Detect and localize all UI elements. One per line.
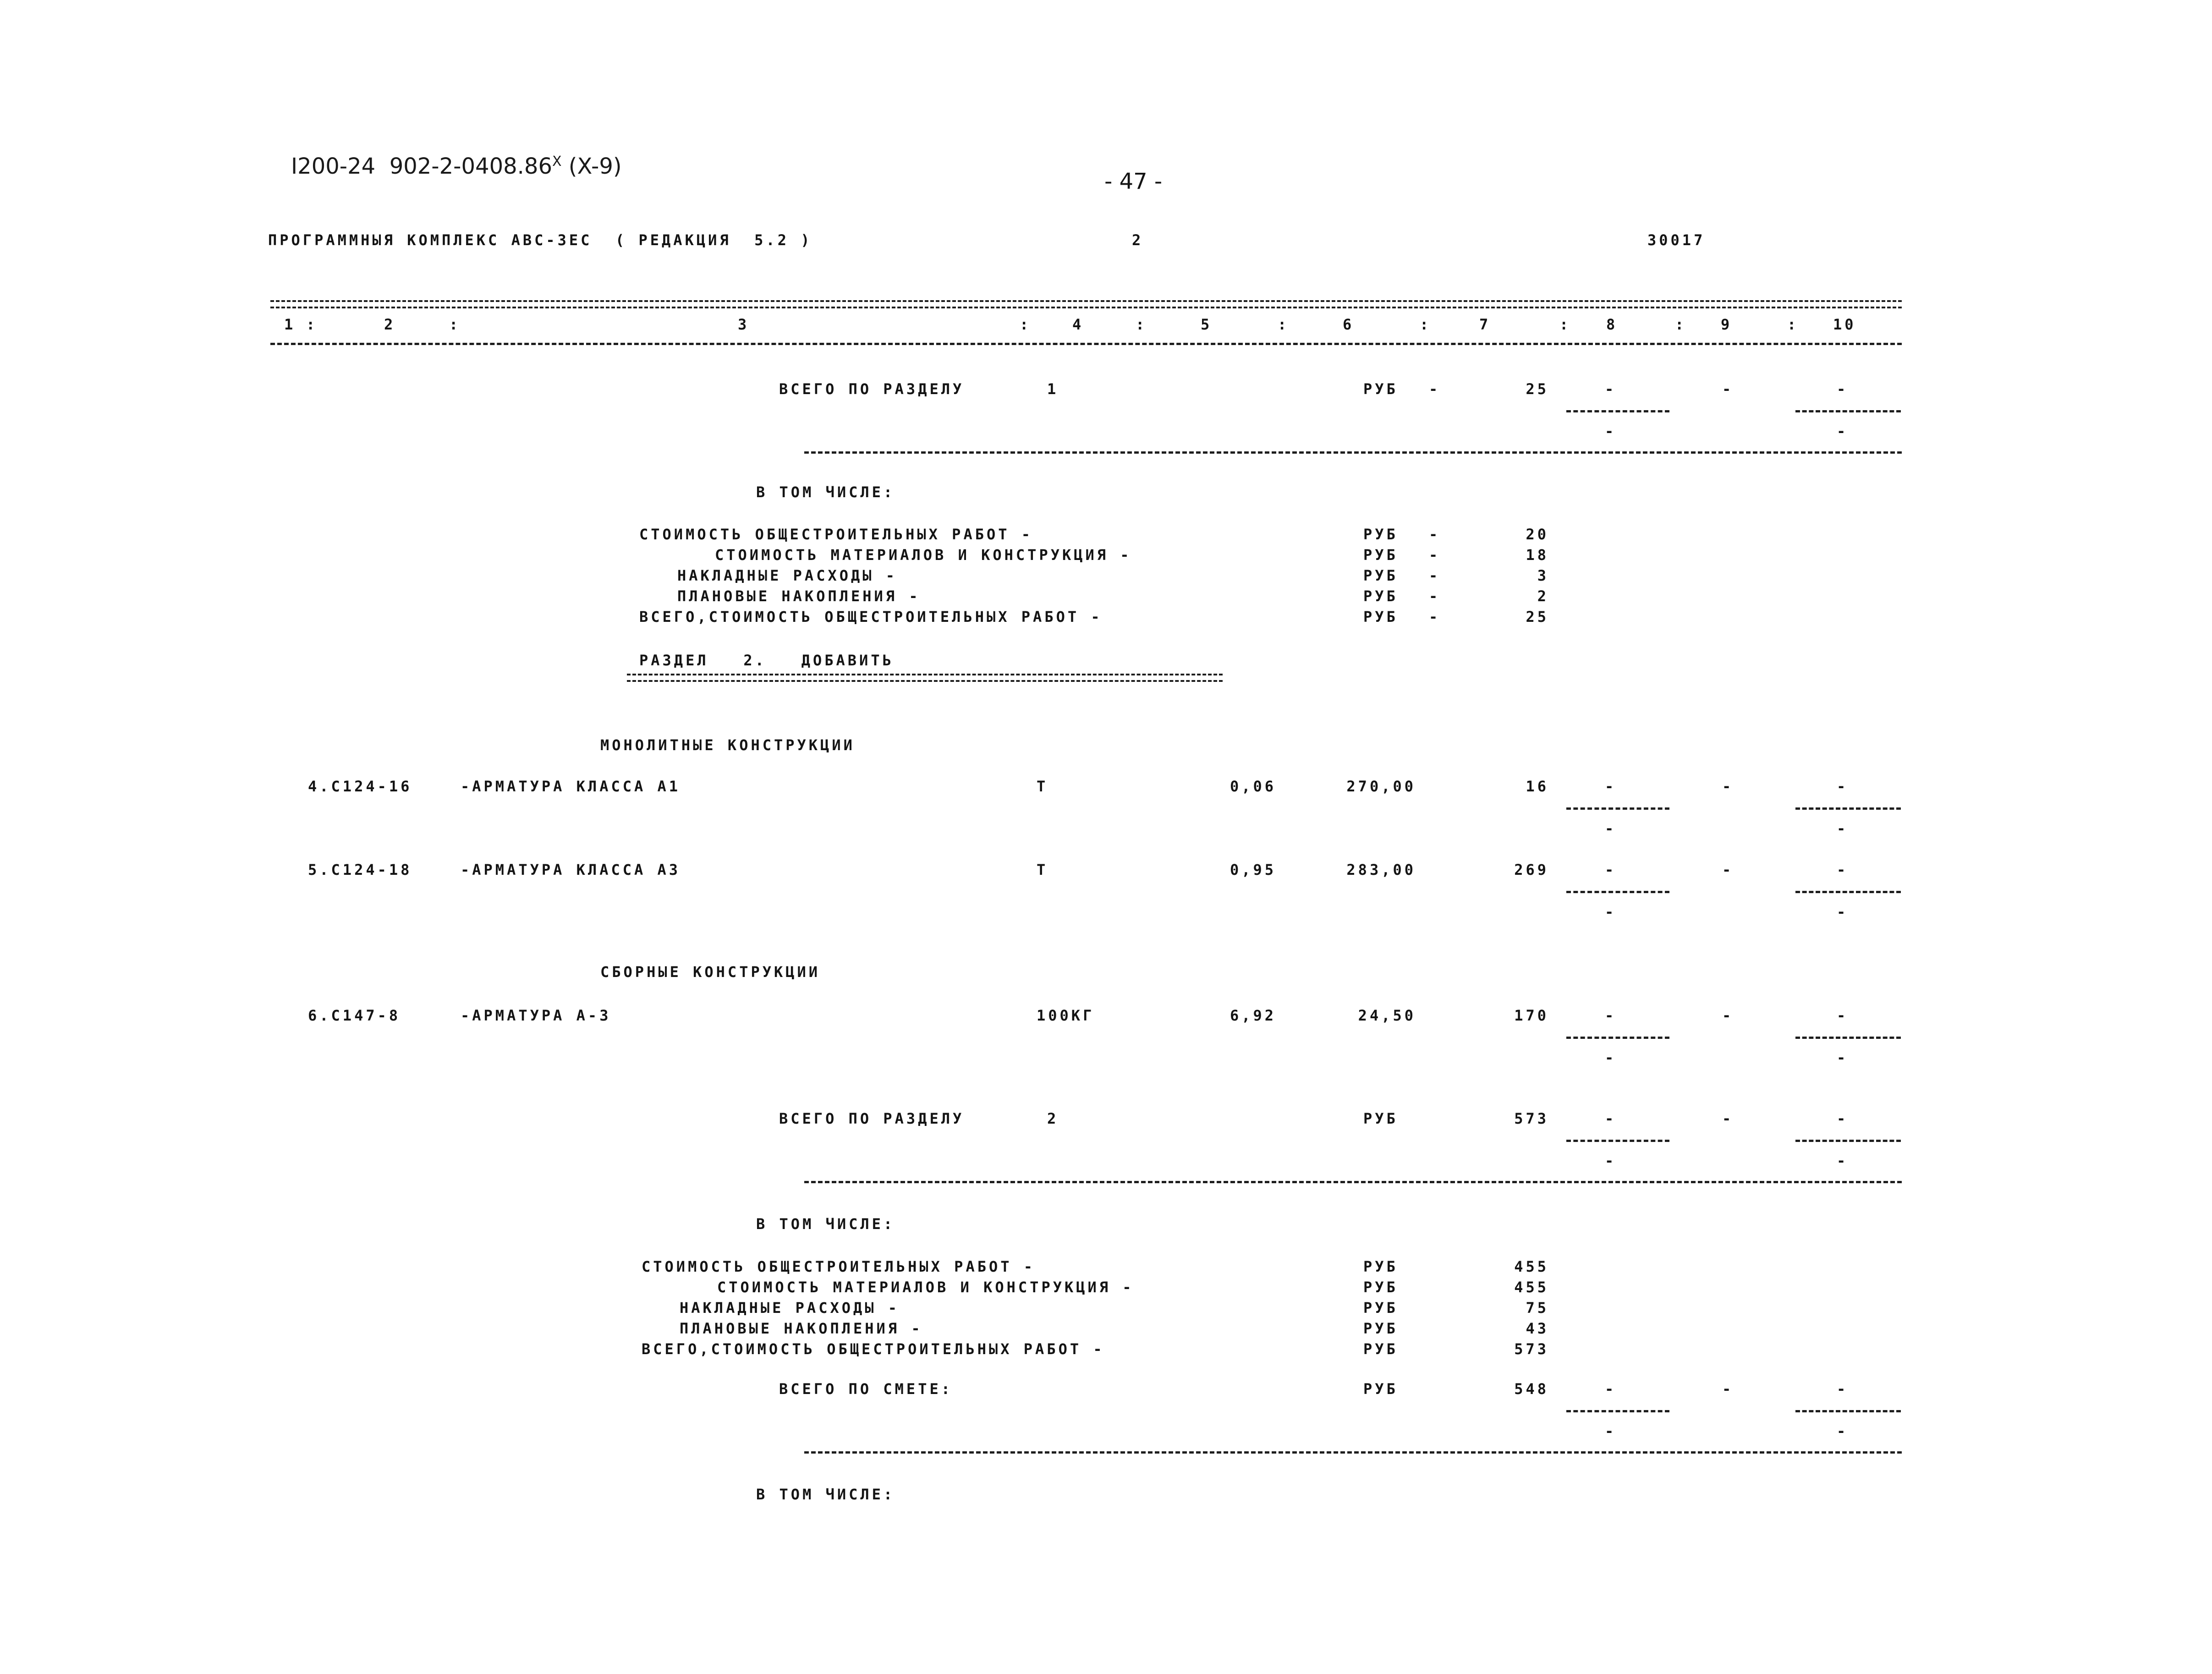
section2-col8-mark: - (1605, 1110, 1617, 1127)
section1-including-label: В ТОМ ЧИСЛЕ: (756, 483, 895, 501)
section2-col8-underline (1566, 1140, 1669, 1142)
col-header-1: 1 (284, 316, 296, 333)
section1-total-value: 25 (1526, 380, 1549, 398)
section2-col10-mark: - (1837, 1110, 1849, 1127)
estimate-total-value: 548 (1514, 1380, 1549, 1398)
item-col10-mark: - (1837, 1007, 1849, 1024)
estimate-rule (804, 1451, 1902, 1454)
item-price: 283,00 (1346, 861, 1416, 878)
item-col8-sub: - (1605, 1049, 1617, 1066)
estimate-col9-mark: - (1722, 1380, 1734, 1398)
col-sep: : (1020, 316, 1032, 333)
breakdown-unit: РУБ (1363, 567, 1398, 584)
col-header-4: 4 (1072, 316, 1084, 333)
breakdown-label: ПЛАНОВЫЕ НАКОПЛЕНИЯ - (680, 1320, 923, 1337)
breakdown-value: 75 (1526, 1299, 1549, 1317)
breakdown-unit: РУБ (1363, 587, 1398, 605)
breakdown-unit: РУБ (1363, 1299, 1398, 1317)
item-col10-underline (1795, 891, 1901, 893)
breakdown-dash: - (1429, 546, 1441, 564)
item-col8-mark: - (1605, 1007, 1617, 1024)
col-header-5: 5 (1201, 316, 1213, 333)
item-price: 24,50 (1358, 1007, 1416, 1024)
col-header-3: 3 (738, 316, 750, 333)
breakdown-dash: - (1429, 608, 1441, 626)
section2-col10-underline (1795, 1140, 1901, 1142)
breakdown-label: НАКЛАДНЫЕ РАСХОДЫ - (680, 1299, 900, 1317)
col-sep: : (1787, 316, 1799, 333)
estimate-col8-sub: - (1605, 1422, 1617, 1440)
section1-col8-mark: - (1605, 380, 1617, 398)
item-col8-mark: - (1605, 778, 1617, 795)
breakdown-value: 455 (1514, 1258, 1549, 1275)
item-col10-sub: - (1837, 820, 1849, 837)
col-sep: : (1420, 316, 1432, 333)
item-code: 4.С124-16 (308, 778, 412, 795)
item-price: 270,00 (1346, 778, 1416, 795)
col-header-2: 2 (384, 316, 396, 333)
item-total: 16 (1526, 778, 1549, 795)
breakdown-value: 573 (1514, 1340, 1549, 1358)
item-col10-sub: - (1837, 1049, 1849, 1066)
section2-total-label: ВСЕГО ПО РАЗДЕЛУ (779, 1110, 965, 1127)
item-col8-underline (1566, 891, 1669, 893)
breakdown-value: 43 (1526, 1320, 1549, 1337)
estimate-col10-underline (1795, 1410, 1901, 1412)
col-sep: : (1136, 316, 1147, 333)
section1-col8-underline (1566, 410, 1669, 412)
section1-rule (804, 451, 1902, 454)
item-col10-mark: - (1837, 778, 1849, 795)
breakdown-dash: - (1429, 587, 1441, 605)
breakdown-value: 20 (1526, 526, 1549, 543)
breakdown-unit: РУБ (1363, 1340, 1398, 1358)
breakdown-unit: РУБ (1363, 1320, 1398, 1337)
item-total: 269 (1514, 861, 1549, 878)
document-code: I200-24 $902-2-0408.86^X$ (X-9) (291, 154, 622, 179)
monolith-heading: МОНОЛИТНЫЕ КОНСТРУКЦИИ (600, 736, 855, 754)
section1-col10-mark: - (1837, 380, 1849, 398)
program-code: 30017 (1647, 231, 1706, 249)
section2-title-rule (627, 674, 1223, 682)
item-qty: 0,06 (1229, 778, 1276, 795)
section2-including-label: В ТОМ ЧИСЛЕ: (756, 1215, 895, 1233)
item-code: 6.С147-8 (308, 1007, 401, 1024)
section1-total-unit: РУБ (1363, 380, 1398, 398)
breakdown-label: СТОИМОСТЬ ОБЩЕСТРОИТЕЛЬНЫХ РАБОТ - (642, 1258, 1036, 1275)
item-unit: 100КГ (1037, 1007, 1095, 1024)
breakdown-dash: - (1429, 526, 1441, 543)
item-qty: 0,95 (1229, 861, 1276, 878)
item-name: -АРМАТУРА А-3 (461, 1007, 611, 1024)
page-number: - 47 - (1104, 169, 1163, 194)
col-sep: : (306, 316, 318, 333)
section1-total-label: ВСЕГО ПО РАЗДЕЛУ (779, 380, 965, 398)
breakdown-value: 18 (1526, 546, 1549, 564)
item-col10-underline (1795, 807, 1901, 810)
final-including-label: В ТОМ ЧИСЛЕ: (756, 1486, 895, 1503)
section1-col8-sub: - (1605, 423, 1617, 440)
breakdown-value: 3 (1537, 567, 1549, 584)
breakdown-unit: РУБ (1363, 608, 1398, 626)
breakdown-label: ВСЕГО,СТОИМОСТЬ ОБЩЕСТРОИТЕЛЬНЫХ РАБОТ - (639, 608, 1103, 626)
estimate-total-unit: РУБ (1363, 1380, 1398, 1398)
section1-col9-mark: - (1722, 380, 1734, 398)
section2-total-unit: РУБ (1363, 1110, 1398, 1127)
section2-total-value: 573 (1514, 1110, 1549, 1127)
estimate-col8-mark: - (1605, 1380, 1617, 1398)
item-col8-mark: - (1605, 861, 1617, 878)
breakdown-unit: РУБ (1363, 546, 1398, 564)
item-unit: Т (1037, 861, 1048, 878)
item-col8-underline (1566, 807, 1669, 810)
item-col9-mark: - (1722, 778, 1734, 795)
breakdown-value: 25 (1526, 608, 1549, 626)
col-header-7: 7 (1479, 316, 1491, 333)
breakdown-dash: - (1429, 567, 1441, 584)
item-col8-sub: - (1605, 903, 1617, 921)
breakdown-label: ПЛАНОВЫЕ НАКОПЛЕНИЯ - (677, 587, 921, 605)
estimate-col10-mark: - (1837, 1380, 1849, 1398)
item-code: 5.С124-18 (308, 861, 412, 878)
header-top-rule (270, 300, 1902, 308)
item-col9-mark: - (1722, 1007, 1734, 1024)
section2-rule (804, 1181, 1902, 1183)
item-col10-mark: - (1837, 861, 1849, 878)
item-total: 170 (1514, 1007, 1549, 1024)
breakdown-label: СТОИМОСТЬ МАТЕРИАЛОВ И КОНСТРУКЦИЯ - (717, 1279, 1134, 1296)
program-sheet: 2 (1132, 231, 1144, 249)
breakdown-unit: РУБ (1363, 1258, 1398, 1275)
breakdown-value: 2 (1537, 587, 1549, 605)
item-qty: 6,92 (1229, 1007, 1276, 1024)
col-header-6: 6 (1343, 316, 1355, 333)
col-header-9: 9 (1721, 316, 1733, 333)
section2-title: РАЗДЕЛ 2. ДОБАВИТЬ (639, 652, 894, 669)
item-col8-sub: - (1605, 820, 1617, 837)
code-superscript: X (552, 154, 562, 170)
breakdown-label: СТОИМОСТЬ МАТЕРИАЛОВ И КОНСТРУКЦИЯ - (715, 546, 1132, 564)
section2-col8-sub: - (1605, 1152, 1617, 1169)
section1-col10-underline (1795, 410, 1901, 412)
section2-col10-sub: - (1837, 1152, 1849, 1169)
estimate-total-label: ВСЕГО ПО СМЕТЕ: (779, 1380, 953, 1398)
breakdown-unit: РУБ (1363, 1279, 1398, 1296)
item-name: -АРМАТУРА КЛАССА А1 (461, 778, 681, 795)
col-sep: : (1559, 316, 1571, 333)
section1-total-dash: - (1429, 380, 1441, 398)
section2-col9-mark: - (1722, 1110, 1734, 1127)
program-title: ПРОГРАММНЫЯ КОМПЛЕКС АВС-ЗЕС ( РЕДАКЦИЯ 5.2 ) (268, 231, 812, 249)
estimate-col8-underline (1566, 1410, 1669, 1412)
estimate-col10-sub: - (1837, 1422, 1849, 1440)
breakdown-label: СТОИМОСТЬ ОБЩЕСТРОИТЕЛЬНЫХ РАБОТ - (639, 526, 1033, 543)
breakdown-label: НАКЛАДНЫЕ РАСХОДЫ - (677, 567, 898, 584)
col-sep: : (1278, 316, 1290, 333)
item-col10-sub: - (1837, 903, 1849, 921)
section1-total-number: 1 (1047, 380, 1059, 398)
item-col8-underline (1566, 1037, 1669, 1039)
header-bottom-rule (270, 343, 1902, 345)
col-sep: : (1675, 316, 1687, 333)
breakdown-label: ВСЕГО,СТОИМОСТЬ ОБЩЕСТРОИТЕЛЬНЫХ РАБОТ - (642, 1340, 1105, 1358)
prefab-heading: СБОРНЫЕ КОНСТРУКЦИИ (600, 963, 821, 981)
item-name: -АРМАТУРА КЛАССА А3 (461, 861, 681, 878)
section2-total-number: 2 (1047, 1110, 1059, 1127)
col-header-8: 8 (1606, 316, 1618, 333)
section1-col10-sub: - (1837, 423, 1849, 440)
breakdown-unit: РУБ (1363, 526, 1398, 543)
item-unit: Т (1037, 778, 1048, 795)
item-col10-underline (1795, 1037, 1901, 1039)
item-col9-mark: - (1722, 861, 1734, 878)
col-header-10: 10 (1833, 316, 1856, 333)
col-sep: : (449, 316, 461, 333)
breakdown-value: 455 (1514, 1279, 1549, 1296)
